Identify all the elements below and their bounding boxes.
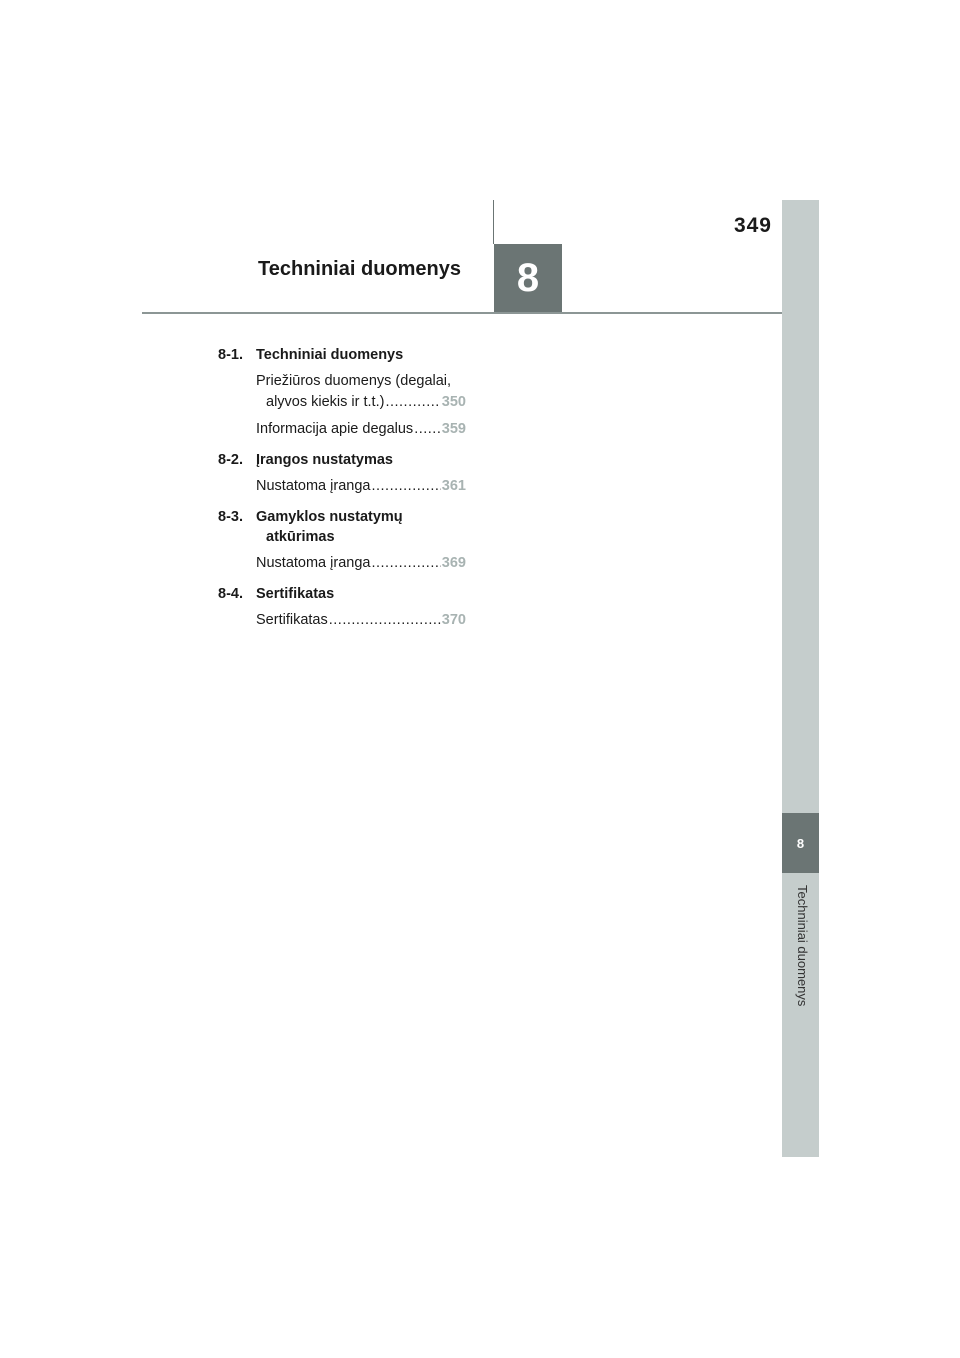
header-rule	[142, 312, 782, 314]
page-link[interactable]: 350	[441, 394, 466, 410]
entry-text: Nustatoma įranga	[256, 555, 371, 571]
toc-entry-certification[interactable]	[256, 610, 466, 631]
section-title-line2: atkūrimas	[266, 529, 335, 545]
entry-text: Informacija apie degalus	[256, 421, 414, 437]
entry-text-line2: alyvos kiekis ir t.t.)	[266, 394, 385, 410]
toc-entry-customizable-features[interactable]	[256, 476, 466, 497]
entry-text: Sertifikatas	[256, 612, 328, 628]
section-title: Sertifikatas	[256, 586, 335, 602]
section-title: Techniniai duomenys	[256, 347, 404, 363]
toc-section-8-1	[218, 345, 466, 365]
section-number: 8-1.	[218, 347, 243, 363]
side-tab	[782, 200, 819, 1157]
leader-dots	[329, 610, 441, 631]
page-number: 349	[733, 214, 772, 237]
page-link[interactable]: 370	[441, 612, 466, 628]
toc-entry-fuel-info[interactable]	[256, 419, 466, 440]
chapter-number-box: 8	[494, 244, 562, 313]
toc-section-8-4	[218, 584, 466, 604]
section-title: Įrangos nustatymas	[256, 452, 393, 468]
page-link[interactable]: 369	[441, 555, 466, 571]
chapter-title: Techniniai duomenys	[258, 258, 461, 280]
table-of-contents	[218, 345, 466, 631]
side-tab-number[interactable]: 8	[782, 813, 819, 873]
toc-entry-maintenance-data[interactable]	[256, 371, 466, 413]
toc-section-8-2	[218, 450, 466, 470]
leader-dots	[385, 392, 440, 413]
entry-text: Nustatoma įranga	[256, 478, 371, 494]
section-title-line1: Gamyklos nustatymų	[256, 509, 403, 525]
leader-dots	[371, 476, 440, 497]
side-tab-label: Techniniai duomenys	[795, 885, 810, 1007]
toc-entry-customizable-features-reset[interactable]	[256, 553, 466, 574]
chapter-divider	[493, 200, 494, 244]
section-number: 8-4.	[218, 586, 243, 602]
section-number: 8-3.	[218, 509, 243, 525]
leader-dots	[414, 419, 441, 440]
toc-section-8-3	[218, 507, 466, 547]
entry-text-line1: Priežiūros duomenys (degalai,	[256, 373, 452, 389]
section-title	[256, 507, 466, 547]
page-link[interactable]: 361	[441, 478, 466, 494]
page-link[interactable]: 359	[441, 421, 466, 437]
section-number: 8-2.	[218, 452, 243, 468]
leader-dots	[371, 553, 440, 574]
